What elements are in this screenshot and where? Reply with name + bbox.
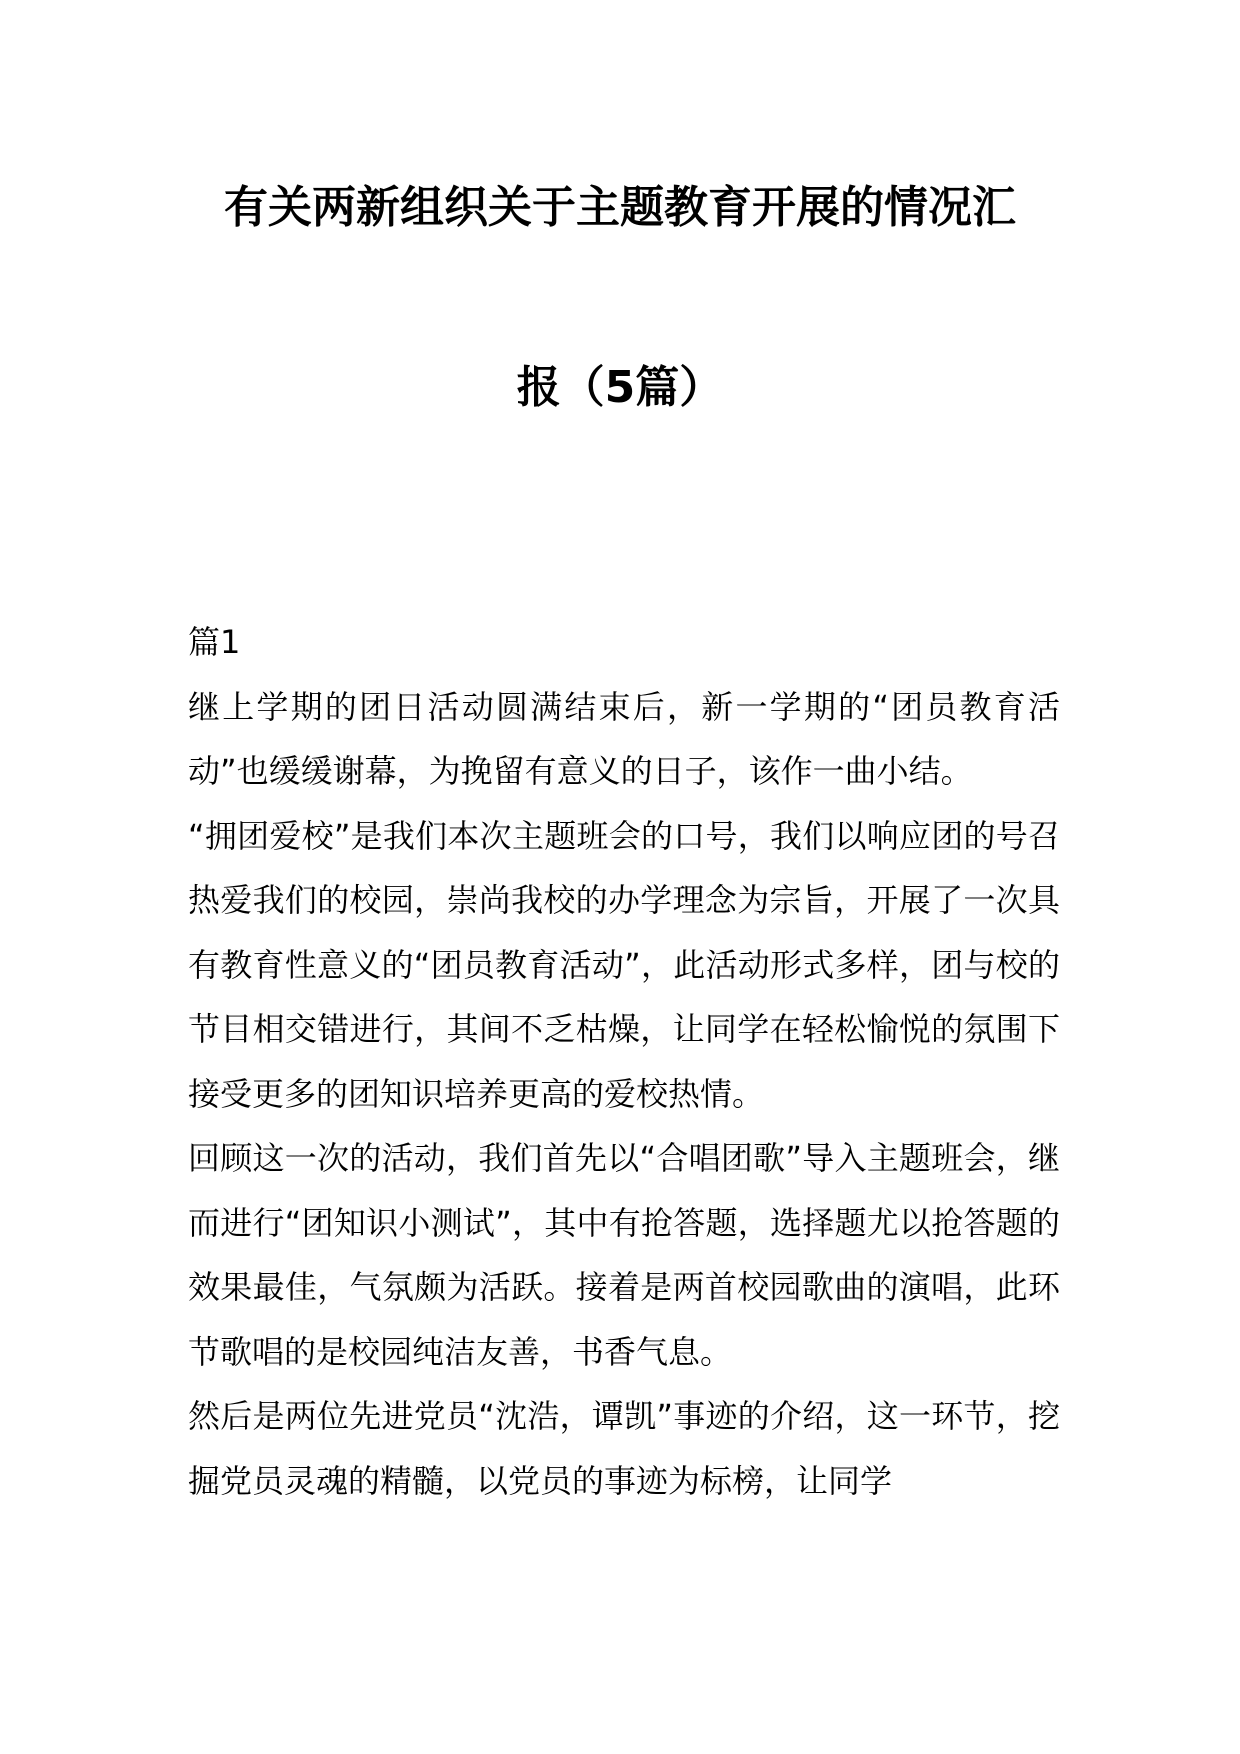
document-body bbox=[188, 610, 1060, 1513]
paragraph-3: 回顾这一次的活动，我们首先以“合唱团歌”导入主题班会，继而进行“团知识小测试”，其中有抢答题，选择题尤以抢答题的效果最佳，气氛颇为活跃。接着是两首校园歌曲的演唱，此环节歌唱的是校园纯洁友善，书香气息。 bbox=[188, 1139, 1060, 1371]
paragraph-1: 继上学期的团日活动圆满结束后，新一学期的“团员教育活动”也缓缓谢幕，为挽留有意义的日子，该作一曲小结。 bbox=[188, 687, 1060, 790]
paragraph-2: “拥团爱校”是我们本次主题班会的口号，我们以响应团的号召热爱我们的校园，崇尚我校的办学理念为宗旨，开展了一次具有教育性意义的“团员教育活动”，此活动形式多样，团与校的节目相交错进行，其间不乏枯燥，让同学在轻松愉悦的氛围下接受更多的团知识培养更高的爱校热情。 bbox=[188, 816, 1060, 1113]
section-label: 篇1 bbox=[188, 623, 241, 661]
paragraph-4: 然后是两位先进党员“沈浩，谭凯”事迹的介绍，这一环节，挖掘党员灵魂的精髓，以党员的事迹为标榜，让同学 bbox=[188, 1397, 1060, 1500]
document-title-line-1: 有关两新组织关于主题教育开展的情况汇 bbox=[224, 182, 1016, 233]
document-title-line-2: 报（5篇） bbox=[516, 362, 724, 413]
